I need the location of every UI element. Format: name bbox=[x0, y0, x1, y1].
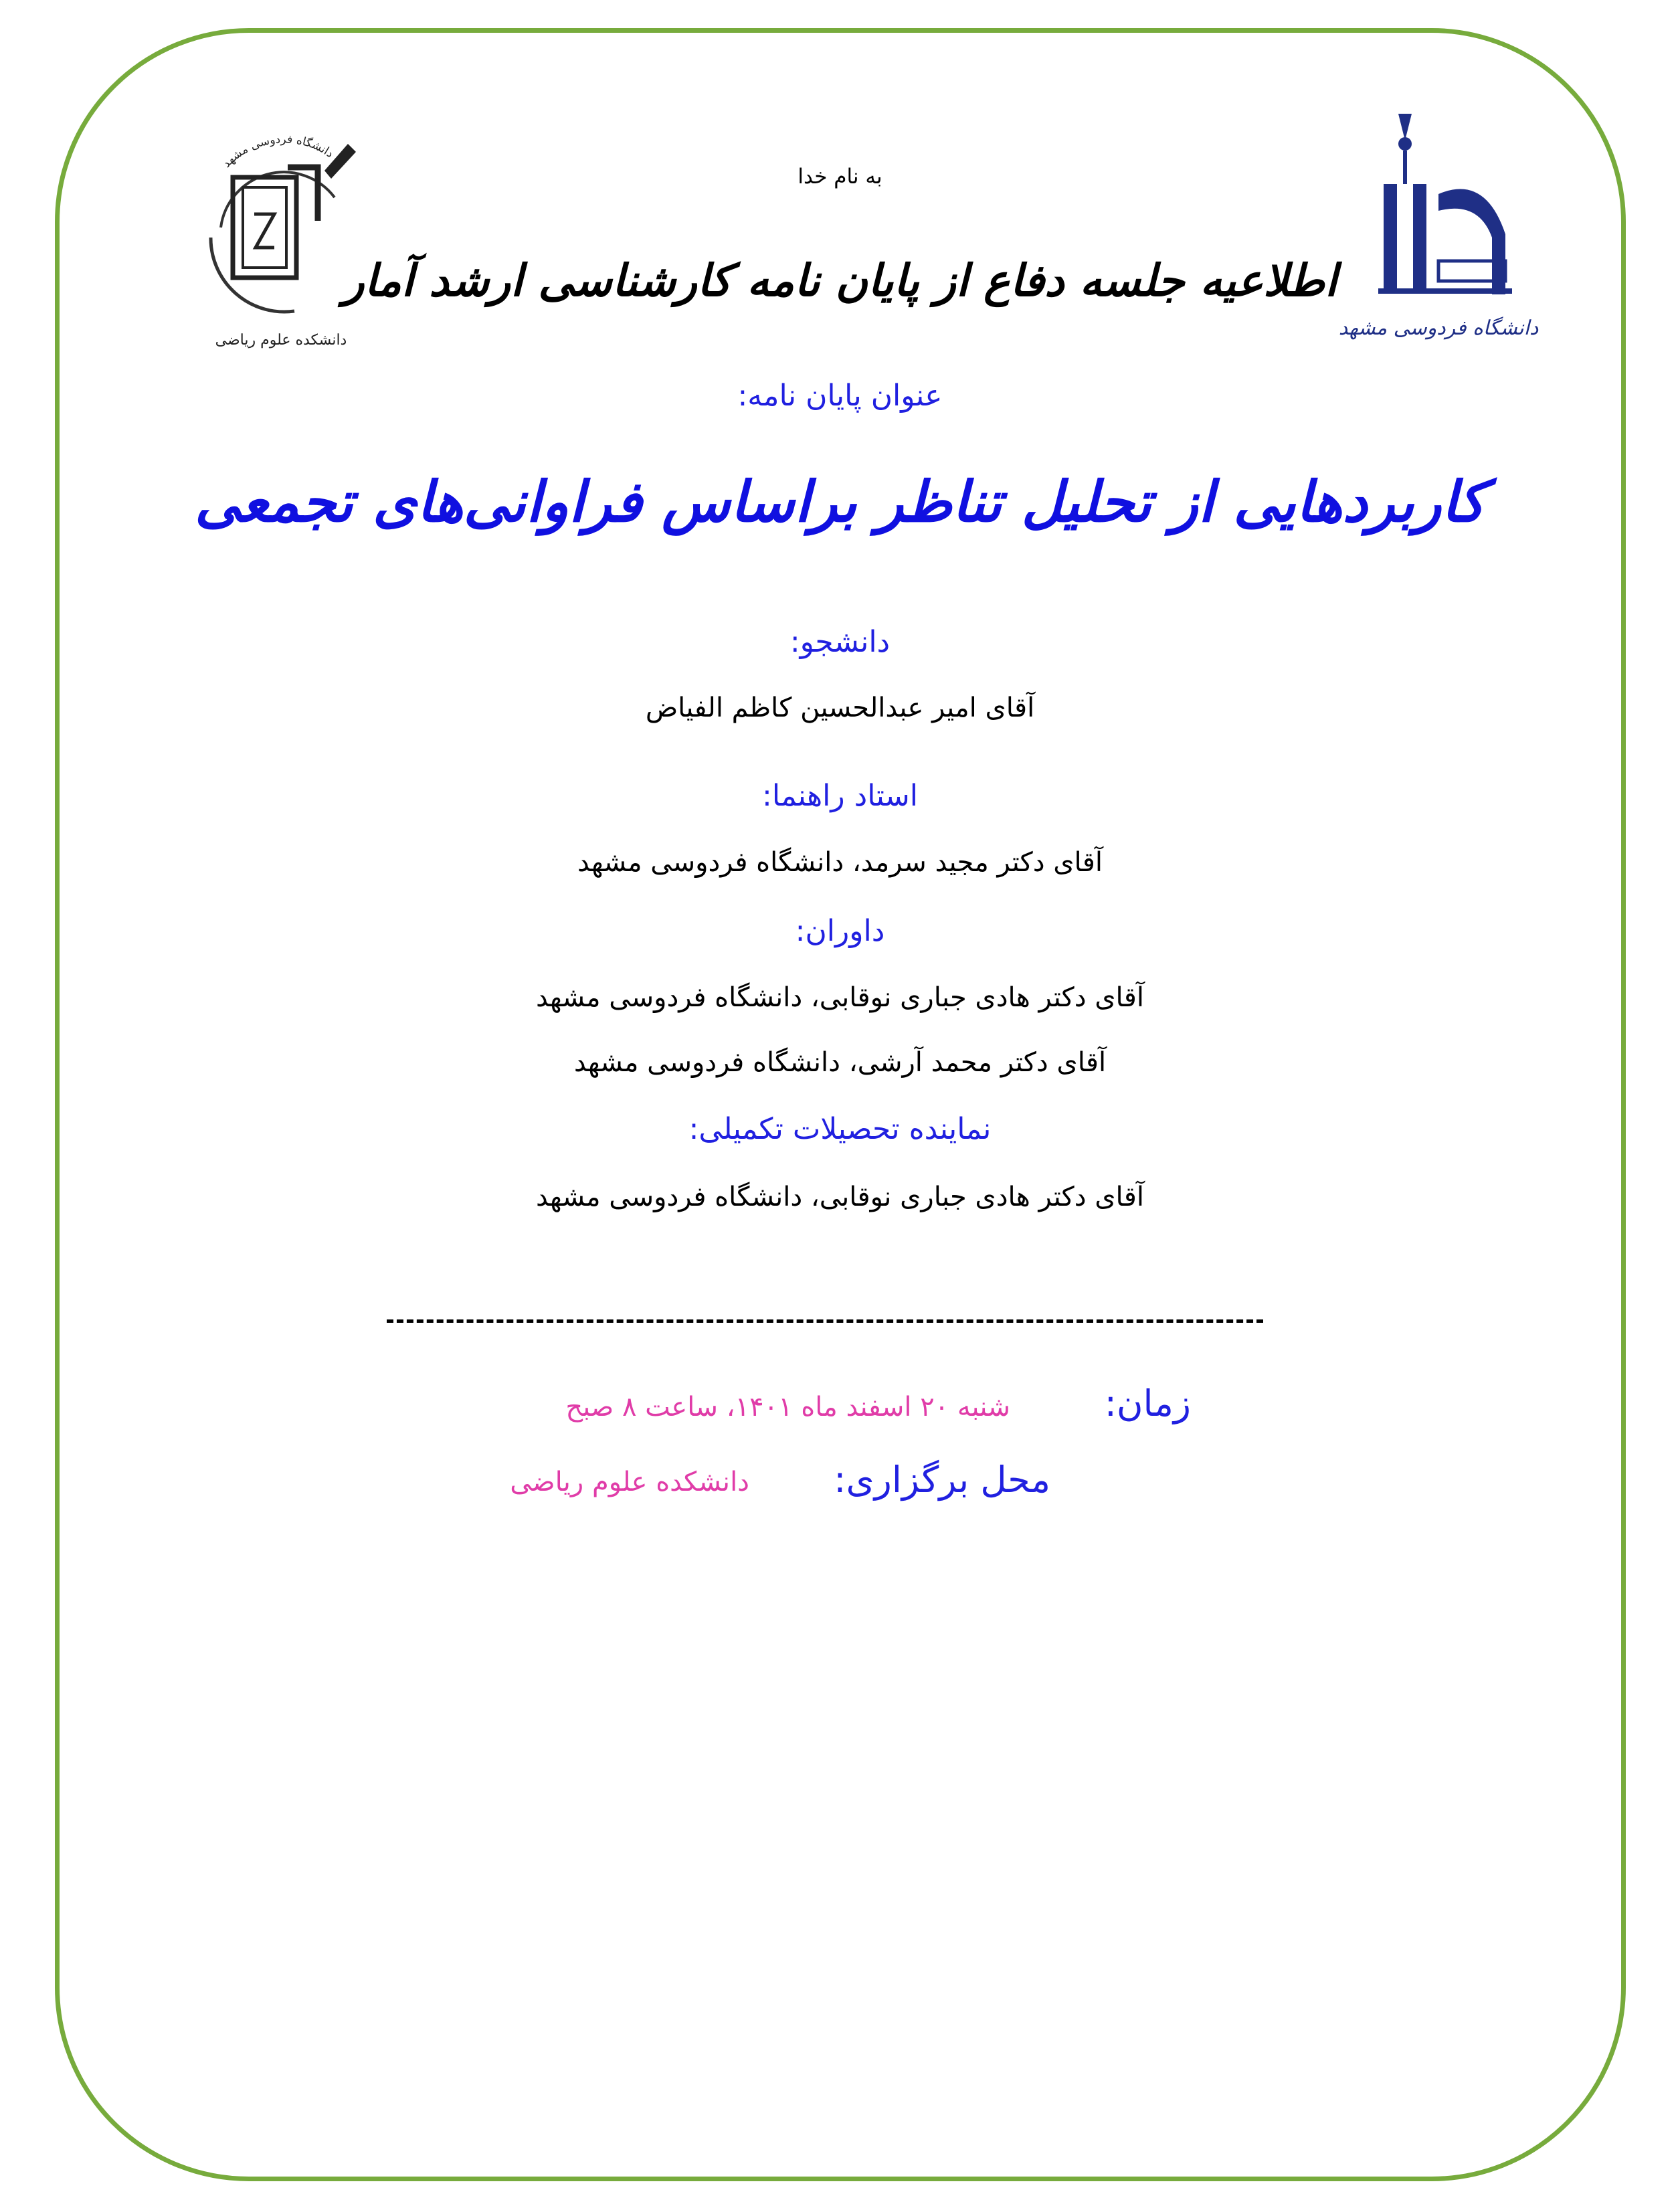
faculty-math-logo bbox=[181, 104, 381, 358]
referees-label: داوران: bbox=[795, 914, 885, 948]
thesis-title: کاربردهایی از تحلیل تناظر براساس فراوانی‌های تجمعی bbox=[195, 468, 1485, 535]
thesis-title-label: عنوان پایان نامه: bbox=[737, 379, 943, 413]
place-value: دانشکده علوم ریاضی bbox=[510, 1467, 749, 1497]
time-label: زمان: bbox=[1104, 1382, 1191, 1424]
representative-label: نماینده تحصیلات تکمیلی: bbox=[688, 1112, 992, 1146]
representative-name: آقای دکتر هادی جباری نوقابی، دانشگاه فردوسی مشهد bbox=[536, 1182, 1144, 1212]
student-label: دانشجو: bbox=[789, 625, 891, 659]
dashed-divider bbox=[387, 1319, 1263, 1323]
page-title: اطلاعیه جلسه دفاع از پایان نامه کارشناسی ارشد آمار bbox=[343, 254, 1337, 306]
ferdowsi-university-logo bbox=[1338, 94, 1539, 348]
advisor-name: آقای دکتر مجید سرمد، دانشگاه فردوسی مشهد bbox=[577, 847, 1103, 878]
referee-name: آقای دکتر محمد آرشی، دانشگاه فردوسی مشهد bbox=[573, 1047, 1107, 1078]
logo-right-text: دانشگاه فردوسی مشهد bbox=[1338, 316, 1539, 340]
referee-name: آقای دکتر هادی جباری نوقابی، دانشگاه فردوسی مشهد bbox=[536, 982, 1144, 1013]
place-label: محل برگزاری: bbox=[834, 1459, 1050, 1501]
time-value: شنبه ۲۰ اسفند ماه ۱۴۰۱، ساعت ۸ صبح bbox=[565, 1392, 1010, 1422]
student-name: آقای امیر عبدالحسین کاظم الفیاض bbox=[645, 693, 1035, 723]
logo-left-bottom-text: دانشکده علوم ریاضی bbox=[215, 332, 347, 349]
logo-left-top-text: دانشگاه فردوسی مشهد bbox=[219, 132, 336, 171]
advisor-label: استاد راهنما: bbox=[762, 779, 918, 813]
bismillah: به نام خدا bbox=[798, 165, 882, 189]
